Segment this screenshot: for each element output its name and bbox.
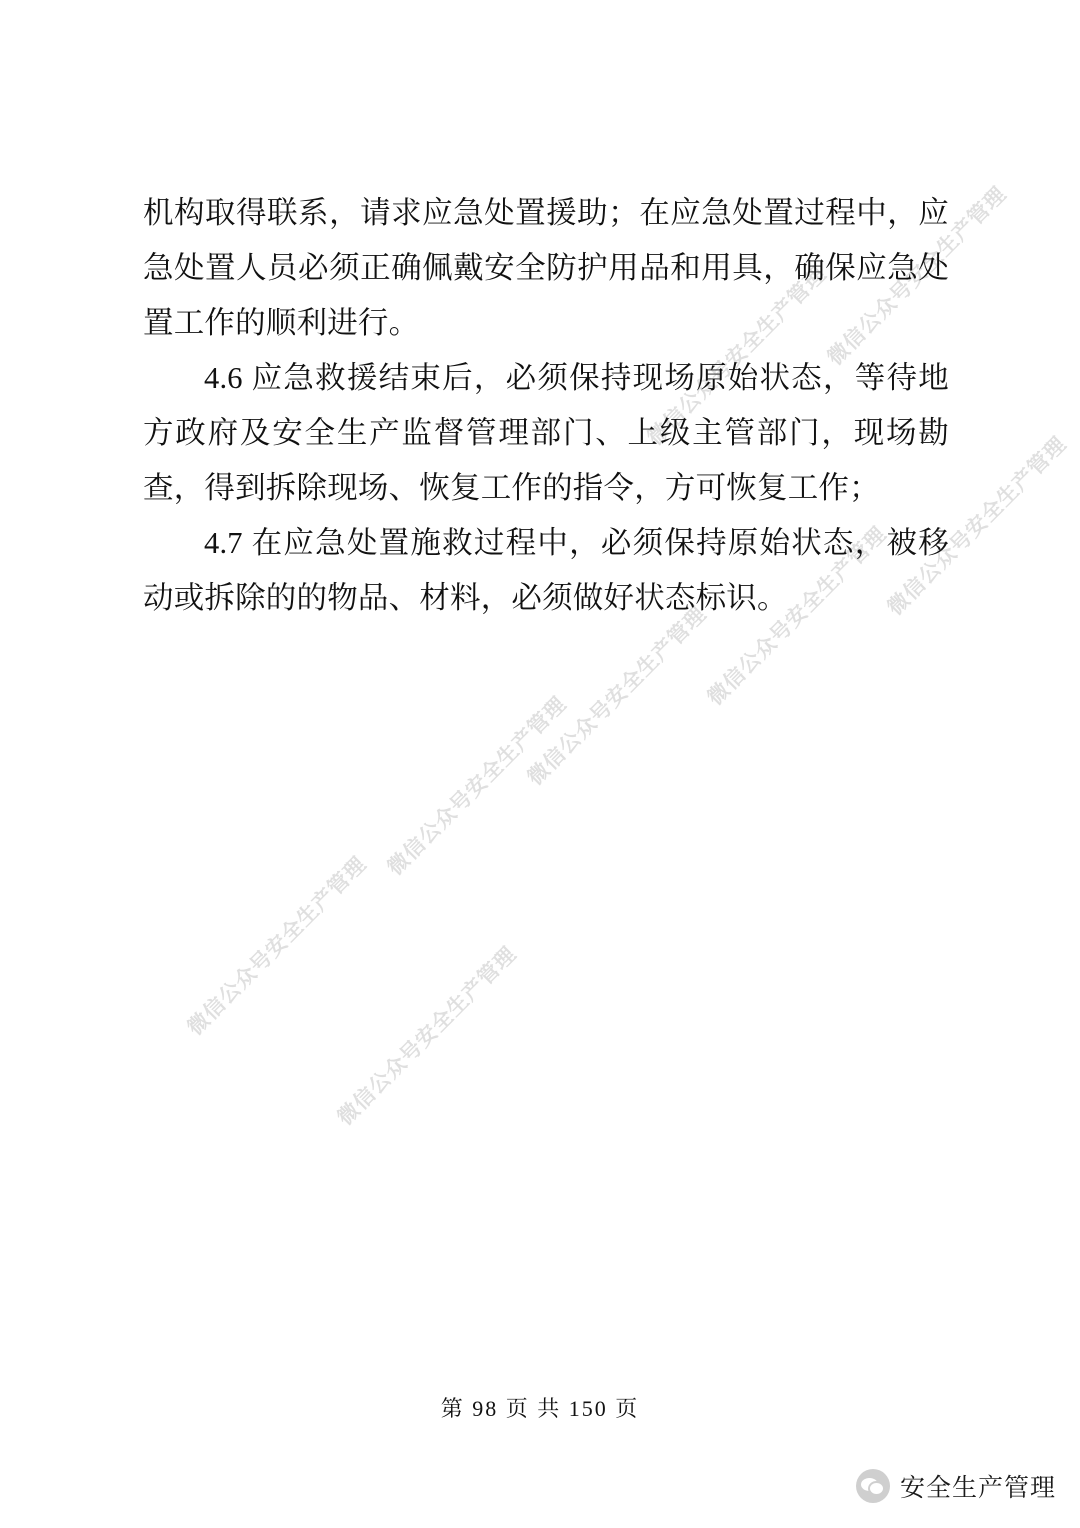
paragraph-4-6: 4.6 应急救援结束后，必须保持现场原始状态，等待地方政府及安全生产监督管理部门、上级主管部门，现场勘查，得到拆除现场、恢复工作的指令，方可恢复工作； xyxy=(143,361,949,505)
paragraph-4-7: 4.7 在应急处置施救过程中，必须保持原始状态，被移动或拆除的的物品、材料，必须做好状态标识。 xyxy=(143,526,949,615)
wechat-icon xyxy=(856,1469,890,1503)
watermark-text: 微信公众号安全生产管理 xyxy=(703,522,891,710)
watermark-text: 微信公众号安全生产管理 xyxy=(823,182,1011,370)
paragraph-continued: 机构取得联系，请求应急处置援助；在应急处置过程中，应急处置人员必须正确佩戴安全防护用品和用具，确保应急处置工作的顺利进行。 xyxy=(143,196,949,340)
document-body xyxy=(143,186,949,626)
account-badge xyxy=(856,1468,1056,1504)
watermark-text: 微信公众号安全生产管理 xyxy=(333,942,521,1130)
watermark-text: 微信公众号安全生产管理 xyxy=(523,602,711,790)
watermark-text: 微信公众号安全生产管理 xyxy=(383,692,571,880)
watermark-text: 微信公众号安全生产管理 xyxy=(883,432,1071,620)
watermark-text: 微信公众号安全生产管理 xyxy=(643,262,831,450)
page-footer: 第 98 页 共 150 页 xyxy=(440,1396,640,1421)
account-badge-label: 安全生产管理 xyxy=(899,1474,1056,1502)
watermark-text: 微信公众号安全生产管理 xyxy=(183,852,371,1040)
